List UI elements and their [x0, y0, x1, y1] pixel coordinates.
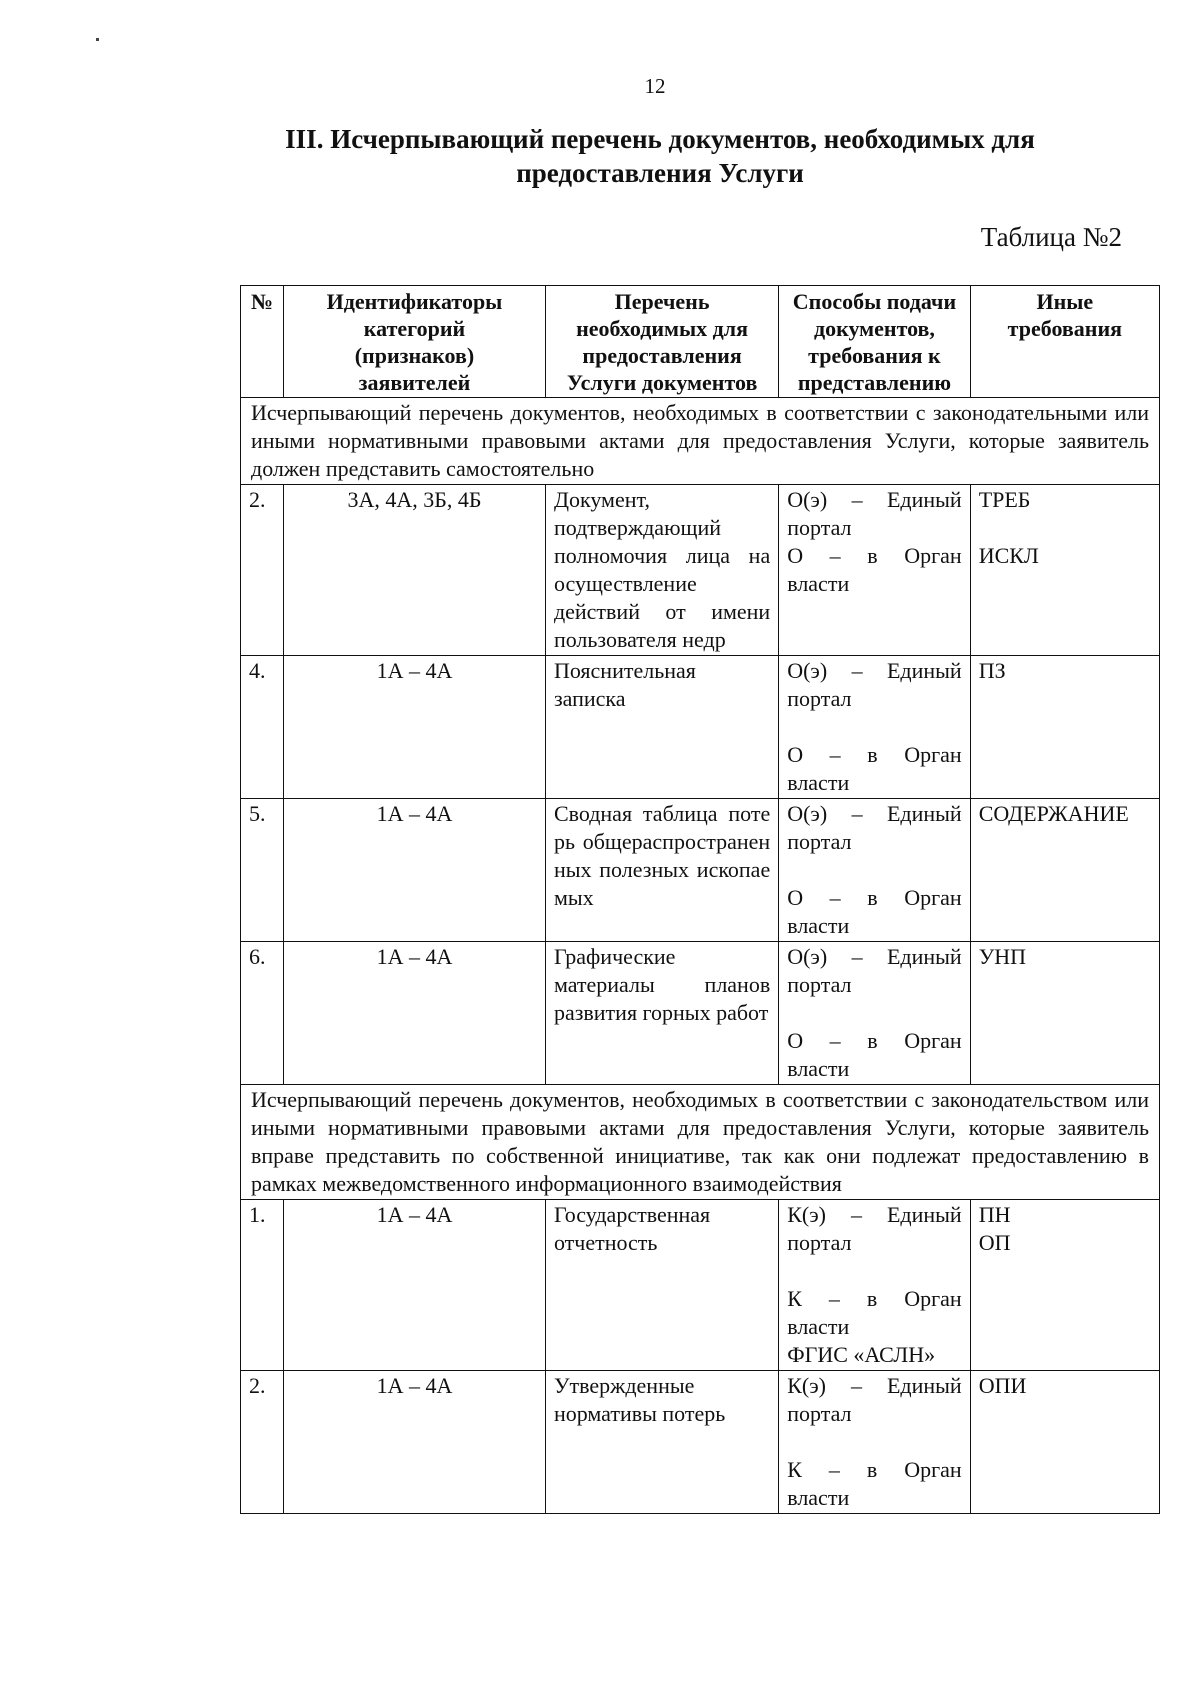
method-electronic: К(э) – Единый портал [787, 1202, 962, 1255]
spacer [787, 856, 961, 884]
row-other [970, 485, 1159, 656]
row-identifiers: 1А – 4А [284, 799, 546, 942]
row-num: 5. [241, 799, 284, 942]
table-row [241, 799, 1160, 942]
header-num: № [241, 286, 284, 398]
other-code: ПН [978, 1202, 1011, 1227]
method-electronic: О(э) – Единый портал [787, 658, 962, 711]
row-other: УНП [970, 942, 1159, 1085]
method-in-person: О – в Орган власти [787, 1028, 962, 1081]
row-other: СОДЕРЖАНИЕ [970, 799, 1159, 942]
table-row [241, 485, 1160, 656]
page-number: 12 [644, 74, 666, 98]
method-system: ФГИС «АСЛН» [787, 1342, 936, 1367]
header-other-requirements: Иные требования [970, 286, 1159, 398]
row-num: 2. [241, 1371, 284, 1514]
table-row [241, 942, 1160, 1085]
method-in-person: О – в Орган власти [787, 885, 962, 938]
section-title-line-1: III. Исчерпывающий перечень документов, необходимых для [285, 124, 1035, 154]
row-document: Сводная таблица потерь общераспространенных полезных ископаемых [545, 799, 778, 942]
row-other: ПЗ [970, 656, 1159, 799]
section-2-text: Исчерпывающий перечень документов, необходимых в соответствии с законодательством или иными нормативными правовыми актами для предоставления Услуги, которые заявитель вправе представить по собственной инициативе, так как они подлежат предоставлению в рамках межведомственного информационного взаимодействия [241, 1085, 1160, 1200]
method-electronic: О(э) – Единый портал [787, 487, 962, 540]
scan-speck [96, 38, 99, 41]
other-code: ТРЕБ [978, 487, 1031, 512]
method-electronic: О(э) – Единый портал [787, 944, 962, 997]
row-methods [779, 1371, 970, 1514]
header-methods: Способы подачи документов, требования к представлению [779, 286, 970, 398]
row-methods [779, 485, 970, 656]
row-other: ОПИ [970, 1371, 1159, 1514]
row-num: 6. [241, 942, 284, 1085]
row-methods [779, 656, 970, 799]
row-document: Государственная отчетность [545, 1200, 778, 1371]
row-document: Пояснительная записка [545, 656, 778, 799]
row-identifiers: 1А – 4А [284, 942, 546, 1085]
spacer [787, 1428, 961, 1456]
method-in-person: К – в Орган власти [787, 1457, 962, 1510]
row-document: Утвержденные нормативы потерь [545, 1371, 778, 1514]
row-other [970, 1200, 1159, 1371]
row-num: 4. [241, 656, 284, 799]
method-in-person: О – в Орган власти [787, 543, 962, 596]
other-code: ОП [978, 1230, 1011, 1255]
header-documents: Перечень необходимых для предоставления Услуги документов [545, 286, 778, 398]
row-identifiers: 3А, 4А, 3Б, 4Б [284, 485, 546, 656]
table-row [241, 1200, 1160, 1371]
section-1-text: Исчерпывающий перечень документов, необходимых в соответствии с законодательными или иными нормативными правовыми актами для предоставления Услуги, которые заявитель должен представить самостоятельно [241, 398, 1160, 485]
row-num: 1. [241, 1200, 284, 1371]
section-title [200, 122, 1120, 190]
section-title-line-2: предоставления Услуги [516, 158, 804, 188]
row-num: 2. [241, 485, 284, 656]
table-row [241, 1371, 1160, 1514]
row-methods [779, 942, 970, 1085]
documents-table [240, 285, 1160, 1514]
section-row-1 [241, 398, 1160, 485]
row-document: Документ, подтверждающий полномочия лица на осуществление действий от имени пользователя недр [545, 485, 778, 656]
table-header-row [241, 286, 1160, 398]
row-identifiers: 1А – 4А [284, 1200, 546, 1371]
spacer [787, 1257, 961, 1285]
spacer [787, 713, 961, 741]
method-in-person: О – в Орган власти [787, 742, 962, 795]
row-document: Графические материалы планов развития горных работ [545, 942, 778, 1085]
spacer [979, 514, 1151, 542]
row-identifiers: 1А – 4А [284, 1371, 546, 1514]
other-code: ИСКЛ [978, 543, 1039, 568]
method-electronic: К(э) – Единый портал [787, 1373, 962, 1426]
table-row [241, 656, 1160, 799]
header-identifiers: Идентификаторы категорий (признаков) заявителей [284, 286, 546, 398]
method-in-person: К – в Орган власти [787, 1286, 962, 1339]
spacer [787, 999, 961, 1027]
method-electronic: О(э) – Единый портал [787, 801, 962, 854]
row-methods [779, 799, 970, 942]
row-identifiers: 1А – 4А [284, 656, 546, 799]
section-row-2 [241, 1085, 1160, 1200]
row-methods [779, 1200, 970, 1371]
table-caption: Таблица №2 [980, 222, 1122, 252]
